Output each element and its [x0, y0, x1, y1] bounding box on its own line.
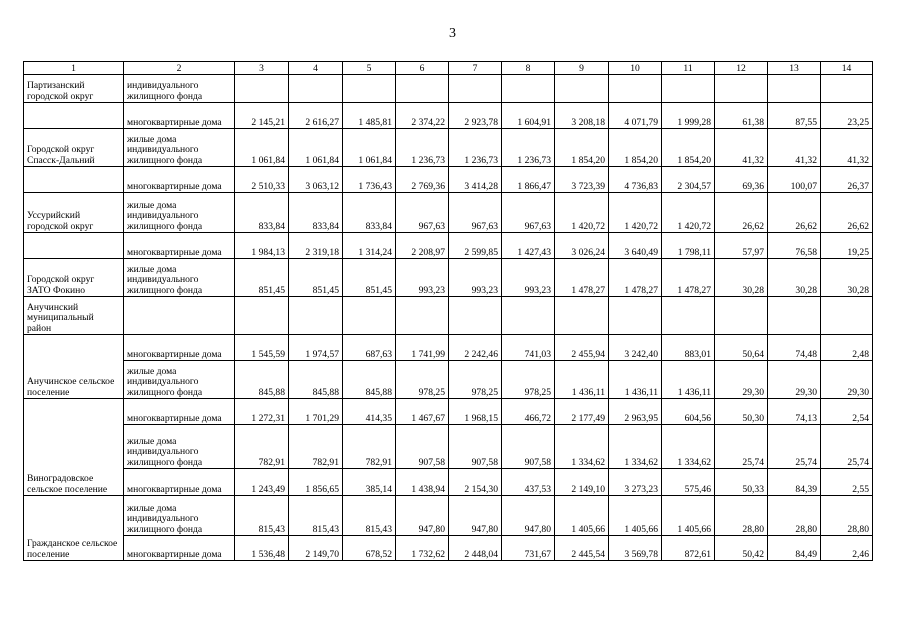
- value-cell: 782,91: [235, 425, 289, 469]
- value-cell: 1 856,65: [289, 469, 343, 496]
- value-cell: 1 061,84: [235, 129, 289, 167]
- value-cell: 1 236,73: [396, 129, 449, 167]
- value-cell: [715, 75, 768, 103]
- value-cell: 2,55: [821, 469, 873, 496]
- value-cell: [235, 297, 289, 335]
- housing-type-cell: индивидуального жилищного фонда: [124, 75, 235, 103]
- value-cell: 76,58: [768, 233, 821, 259]
- table-row: [24, 233, 873, 259]
- value-cell: 2 145,21: [235, 103, 289, 129]
- value-cell: 907,58: [502, 425, 555, 469]
- value-cell: 947,80: [449, 496, 502, 536]
- value-cell: 1 420,72: [662, 193, 715, 233]
- value-cell: 19,25: [821, 233, 873, 259]
- value-cell: [768, 75, 821, 103]
- value-cell: 993,23: [449, 259, 502, 297]
- value-cell: 782,91: [343, 425, 396, 469]
- value-cell: 1 478,27: [555, 259, 609, 297]
- value-cell: 993,23: [396, 259, 449, 297]
- value-cell: 1 866,47: [502, 167, 555, 193]
- value-cell: 2,54: [821, 399, 873, 425]
- housing-type-cell: многоквартирные дома: [124, 233, 235, 259]
- area-cell: Гражданское сельское поселение: [24, 496, 124, 561]
- value-cell: 69,36: [715, 167, 768, 193]
- value-cell: 851,45: [289, 259, 343, 297]
- area-cell: Анучинское сельское поселение: [24, 335, 124, 399]
- value-cell: 50,64: [715, 335, 768, 361]
- header-cell: 7: [449, 62, 502, 75]
- value-cell: 678,52: [343, 536, 396, 561]
- header-cell: 10: [609, 62, 662, 75]
- value-cell: 28,80: [768, 496, 821, 536]
- value-cell: 57,97: [715, 233, 768, 259]
- value-cell: 1 061,84: [343, 129, 396, 167]
- value-cell: 41,32: [821, 129, 873, 167]
- value-cell: 1 701,29: [289, 399, 343, 425]
- header-cell: 11: [662, 62, 715, 75]
- value-cell: 3 569,78: [609, 536, 662, 561]
- value-cell: 28,80: [715, 496, 768, 536]
- value-cell: 3 026,24: [555, 233, 609, 259]
- value-cell: 2 177,49: [555, 399, 609, 425]
- value-cell: 3 242,40: [609, 335, 662, 361]
- housing-type-cell: жилые дома индивидуального жилищного фонда: [124, 259, 235, 297]
- value-cell: 2 149,70: [289, 536, 343, 561]
- value-cell: 2 599,85: [449, 233, 502, 259]
- value-cell: [662, 75, 715, 103]
- value-cell: 1 334,62: [662, 425, 715, 469]
- value-cell: 437,53: [502, 469, 555, 496]
- value-cell: 947,80: [502, 496, 555, 536]
- value-cell: 41,32: [715, 129, 768, 167]
- value-cell: 2 319,18: [289, 233, 343, 259]
- header-cell: 9: [555, 62, 609, 75]
- value-cell: [502, 75, 555, 103]
- value-cell: 1 314,24: [343, 233, 396, 259]
- value-cell: 2 448,04: [449, 536, 502, 561]
- value-cell: 2 963,95: [609, 399, 662, 425]
- value-cell: 967,63: [449, 193, 502, 233]
- value-cell: 2 208,97: [396, 233, 449, 259]
- value-cell: 2 510,33: [235, 167, 289, 193]
- value-cell: 815,43: [235, 496, 289, 536]
- header-cell: 13: [768, 62, 821, 75]
- area-cell: [24, 233, 124, 259]
- value-cell: [821, 75, 873, 103]
- value-cell: 50,42: [715, 536, 768, 561]
- value-cell: 1 999,28: [662, 103, 715, 129]
- value-cell: 1 436,11: [555, 361, 609, 399]
- table-row: [24, 536, 873, 561]
- value-cell: 26,37: [821, 167, 873, 193]
- value-cell: 731,67: [502, 536, 555, 561]
- value-cell: [555, 297, 609, 335]
- area-cell: [24, 103, 124, 129]
- value-cell: [289, 297, 343, 335]
- tariff-table: [23, 61, 873, 561]
- header-cell: 6: [396, 62, 449, 75]
- value-cell: 1 438,94: [396, 469, 449, 496]
- housing-type-cell: жилые дома индивидуального жилищного фонда: [124, 361, 235, 399]
- value-cell: 1 405,66: [555, 496, 609, 536]
- value-cell: [396, 75, 449, 103]
- value-cell: 385,14: [343, 469, 396, 496]
- value-cell: 833,84: [289, 193, 343, 233]
- value-cell: 26,62: [768, 193, 821, 233]
- value-cell: 833,84: [235, 193, 289, 233]
- value-cell: [449, 75, 502, 103]
- value-cell: 845,88: [289, 361, 343, 399]
- header-cell: 8: [502, 62, 555, 75]
- housing-type-cell: [124, 297, 235, 335]
- housing-type-cell: многоквартирные дома: [124, 167, 235, 193]
- value-cell: 84,39: [768, 469, 821, 496]
- value-cell: 1 732,62: [396, 536, 449, 561]
- value-cell: 4 736,83: [609, 167, 662, 193]
- value-cell: 782,91: [289, 425, 343, 469]
- value-cell: 2 374,22: [396, 103, 449, 129]
- header-cell: 3: [235, 62, 289, 75]
- value-cell: 25,74: [768, 425, 821, 469]
- value-cell: 1 741,99: [396, 335, 449, 361]
- value-cell: 1 334,62: [555, 425, 609, 469]
- value-cell: 25,74: [821, 425, 873, 469]
- table-row: [24, 399, 873, 425]
- value-cell: 1 272,31: [235, 399, 289, 425]
- housing-type-cell: многоквартирные дома: [124, 536, 235, 561]
- value-cell: 61,38: [715, 103, 768, 129]
- housing-type-cell: жилые дома индивидуального жилищного фонда: [124, 496, 235, 536]
- value-cell: 41,32: [768, 129, 821, 167]
- value-cell: 883,01: [662, 335, 715, 361]
- value-cell: 1 236,73: [449, 129, 502, 167]
- value-cell: [555, 75, 609, 103]
- table-row: [24, 361, 873, 399]
- table-row: [24, 335, 873, 361]
- table-row: [24, 129, 873, 167]
- value-cell: 1 243,49: [235, 469, 289, 496]
- value-cell: [609, 297, 662, 335]
- value-cell: 29,30: [715, 361, 768, 399]
- header-cell: 12: [715, 62, 768, 75]
- value-cell: 3 414,28: [449, 167, 502, 193]
- value-cell: 907,58: [396, 425, 449, 469]
- value-cell: 3 723,39: [555, 167, 609, 193]
- housing-type-cell: жилые дома индивидуального жилищного фонда: [124, 129, 235, 167]
- value-cell: 1 984,13: [235, 233, 289, 259]
- value-cell: 1 736,43: [343, 167, 396, 193]
- value-cell: 1 478,27: [662, 259, 715, 297]
- value-cell: 3 063,12: [289, 167, 343, 193]
- housing-type-cell: жилые дома индивидуального жилищного фонда: [124, 425, 235, 469]
- area-cell: [24, 167, 124, 193]
- table-row: [24, 469, 873, 496]
- value-cell: [343, 75, 396, 103]
- value-cell: 851,45: [343, 259, 396, 297]
- value-cell: 741,03: [502, 335, 555, 361]
- area-cell: Партизанский городской округ: [24, 75, 124, 103]
- housing-type-cell: многоквартирные дома: [124, 335, 235, 361]
- value-cell: 1 467,67: [396, 399, 449, 425]
- value-cell: [609, 75, 662, 103]
- housing-type-cell: многоквартирные дома: [124, 469, 235, 496]
- value-cell: 2 616,27: [289, 103, 343, 129]
- value-cell: 2 923,78: [449, 103, 502, 129]
- value-cell: 3 640,49: [609, 233, 662, 259]
- value-cell: 2 455,94: [555, 335, 609, 361]
- value-cell: 815,43: [289, 496, 343, 536]
- table-row: [24, 193, 873, 233]
- value-cell: 575,46: [662, 469, 715, 496]
- value-cell: [396, 297, 449, 335]
- value-cell: 3 273,23: [609, 469, 662, 496]
- value-cell: 1 478,27: [609, 259, 662, 297]
- value-cell: 1 061,84: [289, 129, 343, 167]
- value-cell: [768, 297, 821, 335]
- area-cell: Городской округ Спасск-Дальний: [24, 129, 124, 167]
- value-cell: 74,48: [768, 335, 821, 361]
- table-row: [24, 425, 873, 469]
- table-row: [24, 259, 873, 297]
- header-cell: 14: [821, 62, 873, 75]
- header-cell: 2: [124, 62, 235, 75]
- area-cell: Городской округ ЗАТО Фокино: [24, 259, 124, 297]
- value-cell: 978,25: [449, 361, 502, 399]
- value-cell: 87,55: [768, 103, 821, 129]
- value-cell: 2 242,46: [449, 335, 502, 361]
- value-cell: 1 436,11: [609, 361, 662, 399]
- value-cell: 2 304,57: [662, 167, 715, 193]
- value-cell: 1 420,72: [609, 193, 662, 233]
- value-cell: 29,30: [768, 361, 821, 399]
- value-cell: 1 485,81: [343, 103, 396, 129]
- value-cell: 4 071,79: [609, 103, 662, 129]
- table-row: [24, 167, 873, 193]
- value-cell: [502, 297, 555, 335]
- value-cell: 414,35: [343, 399, 396, 425]
- table-row: [24, 103, 873, 129]
- value-cell: 978,25: [396, 361, 449, 399]
- value-cell: 967,63: [502, 193, 555, 233]
- value-cell: 815,43: [343, 496, 396, 536]
- page-number: 3: [449, 26, 456, 41]
- value-cell: 845,88: [343, 361, 396, 399]
- value-cell: 851,45: [235, 259, 289, 297]
- value-cell: 1 974,57: [289, 335, 343, 361]
- value-cell: 993,23: [502, 259, 555, 297]
- value-cell: 100,07: [768, 167, 821, 193]
- value-cell: 84,49: [768, 536, 821, 561]
- housing-type-cell: многоквартирные дома: [124, 399, 235, 425]
- value-cell: 1 436,11: [662, 361, 715, 399]
- value-cell: 50,33: [715, 469, 768, 496]
- value-cell: 978,25: [502, 361, 555, 399]
- value-cell: 23,25: [821, 103, 873, 129]
- value-cell: 1 536,48: [235, 536, 289, 561]
- value-cell: 74,13: [768, 399, 821, 425]
- value-cell: 2 149,10: [555, 469, 609, 496]
- value-cell: 1 854,20: [662, 129, 715, 167]
- table-row: [24, 496, 873, 536]
- header-cell: 4: [289, 62, 343, 75]
- value-cell: 30,28: [715, 259, 768, 297]
- value-cell: [449, 297, 502, 335]
- value-cell: 30,28: [768, 259, 821, 297]
- value-cell: 947,80: [396, 496, 449, 536]
- value-cell: 1 427,43: [502, 233, 555, 259]
- value-cell: [715, 297, 768, 335]
- value-cell: [662, 297, 715, 335]
- header-row: [24, 62, 873, 75]
- value-cell: 25,74: [715, 425, 768, 469]
- table-row: [24, 297, 873, 335]
- value-cell: 1 405,66: [609, 496, 662, 536]
- value-cell: 28,80: [821, 496, 873, 536]
- value-cell: [289, 75, 343, 103]
- value-cell: 833,84: [343, 193, 396, 233]
- table-row: [24, 75, 873, 103]
- value-cell: 30,28: [821, 259, 873, 297]
- value-cell: 2,48: [821, 335, 873, 361]
- value-cell: 1 854,20: [609, 129, 662, 167]
- value-cell: 2 769,36: [396, 167, 449, 193]
- value-cell: 2 154,30: [449, 469, 502, 496]
- header-cell: 1: [24, 62, 124, 75]
- value-cell: 466,72: [502, 399, 555, 425]
- value-cell: 967,63: [396, 193, 449, 233]
- value-cell: 604,56: [662, 399, 715, 425]
- value-cell: 1 968,15: [449, 399, 502, 425]
- header-cell: 5: [343, 62, 396, 75]
- value-cell: 1 236,73: [502, 129, 555, 167]
- value-cell: 26,62: [715, 193, 768, 233]
- value-cell: 1 334,62: [609, 425, 662, 469]
- value-cell: 1 545,59: [235, 335, 289, 361]
- value-cell: 29,30: [821, 361, 873, 399]
- housing-type-cell: многоквартирные дома: [124, 103, 235, 129]
- value-cell: 687,63: [343, 335, 396, 361]
- value-cell: 2,46: [821, 536, 873, 561]
- value-cell: 2 445,54: [555, 536, 609, 561]
- value-cell: 845,88: [235, 361, 289, 399]
- value-cell: 1 798,11: [662, 233, 715, 259]
- value-cell: 1 420,72: [555, 193, 609, 233]
- value-cell: 1 854,20: [555, 129, 609, 167]
- value-cell: 26,62: [821, 193, 873, 233]
- value-cell: 1 405,66: [662, 496, 715, 536]
- value-cell: 1 604,91: [502, 103, 555, 129]
- area-cell: Уссурийский городской округ: [24, 193, 124, 233]
- value-cell: 50,30: [715, 399, 768, 425]
- value-cell: [821, 297, 873, 335]
- value-cell: 3 208,18: [555, 103, 609, 129]
- housing-type-cell: жилые дома индивидуального жилищного фонда: [124, 193, 235, 233]
- value-cell: 907,58: [449, 425, 502, 469]
- area-cell: Анучинский муниципальный район: [24, 297, 124, 335]
- value-cell: 872,61: [662, 536, 715, 561]
- area-cell: Виноградовское сельское поселение: [24, 399, 124, 496]
- value-cell: [343, 297, 396, 335]
- value-cell: [235, 75, 289, 103]
